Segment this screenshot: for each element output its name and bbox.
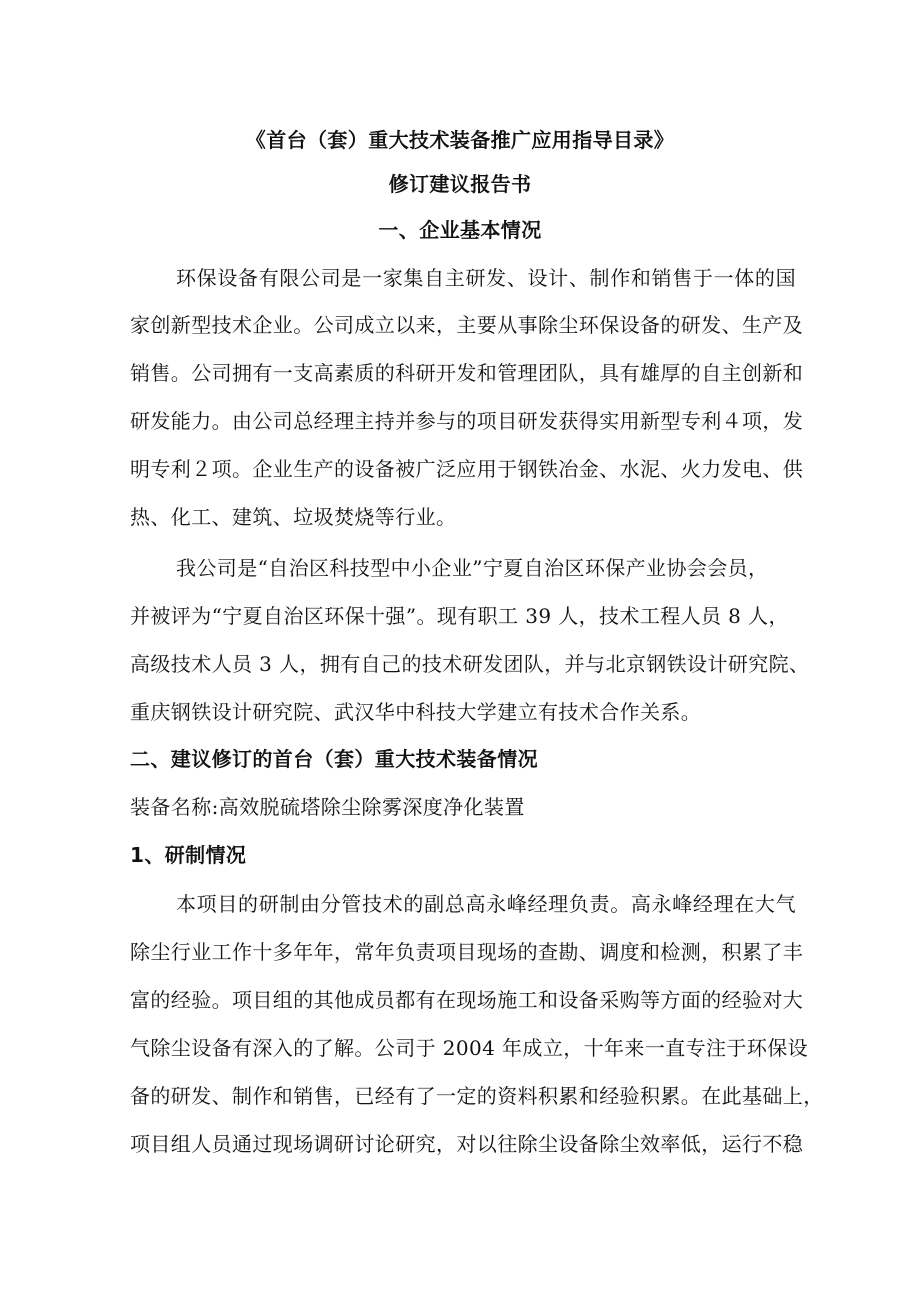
paragraph-line: 研发能力。由公司总经理主持并参与的项目研发获得实用新型专利４项，发 (130, 409, 804, 433)
paragraph-line: 富的经验。项目组的其他成员都有在现场施工和设备采购等方面的经验对大 (130, 988, 804, 1012)
paragraph-line: 气除尘设备有深入的了解。公司于 2004 年成立，十年来一直专注于环保设 (130, 1036, 809, 1060)
paragraph-line: 本项目的研制由分管技术的副总高永峰经理负责。高永峰经理在大气 (176, 892, 796, 916)
document-subtitle: 修订建议报告书 (388, 172, 532, 196)
paragraph-line: 环保设备有限公司是一家集自主研发、设计、制作和销售于一体的国 (176, 266, 796, 290)
paragraph-line: 我公司是“自治区科技型中小企业”宁夏自治区环保产业协会会员， (176, 556, 769, 580)
subsection1-heading: 1、研制情况 (130, 843, 247, 867)
paragraph-line: 并被评为“宁夏自治区环保十强”。现有职工 39 人，技术工程人员 8 人， (130, 604, 789, 628)
paragraph-line: 备的研发、制作和销售，已经有了一定的资料积累和经验积累。在此基础上， (130, 1084, 824, 1108)
document-title: 《首台（套）重大技术装备推广应用指导目录》 (245, 128, 675, 152)
paragraph-line: 销售。公司拥有一支高素质的科研开发和管理团队，具有雄厚的自主创新和 (130, 361, 804, 385)
paragraph-line: 项目组人员通过现场调研讨论研究，对以往除尘设备除尘效率低，运行不稳 (130, 1132, 804, 1156)
paragraph-line: 家创新型技术企业。公司成立以来，主要从事除尘环保设备的研发、生产及 (130, 313, 804, 337)
section1-heading: 一、企业基本情况 (378, 218, 542, 242)
paragraph-line: 重庆钢铁设计研究院、武汉华中科技大学建立有技术合作关系。 (130, 700, 702, 724)
section2-heading: 二、建议修订的首台（套）重大技术装备情况 (130, 747, 538, 771)
paragraph-line: 明专利２项。企业生产的设备被广泛应用于钢铁冶金、水泥、火力发电、供 (130, 457, 804, 481)
paragraph-line: 热、化工、建筑、垃圾焚烧等行业。 (130, 505, 457, 529)
equipment-name: 装备名称:高效脱硫塔除尘除雾深度净化装置 (130, 795, 525, 819)
paragraph-line: 除尘行业工作十多年年，常年负责项目现场的查勘、调度和检测，积累了丰 (130, 940, 804, 964)
paragraph-line: 高级技术人员 3 人，拥有自己的技术研发团队，并与北京钢铁设计研究院、 (130, 652, 810, 676)
